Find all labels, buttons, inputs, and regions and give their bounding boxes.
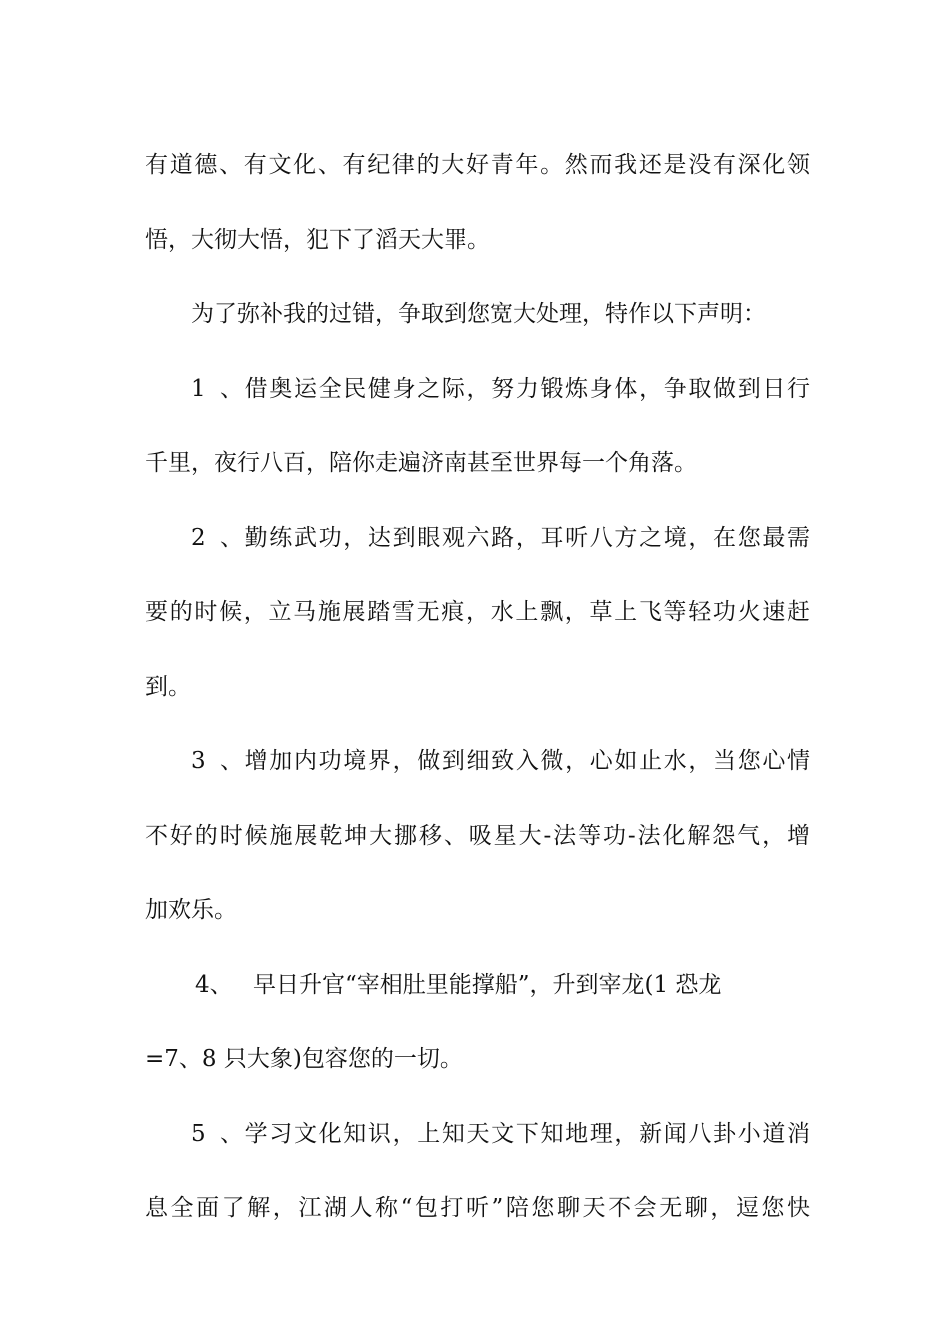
list-item-1	[145, 352, 810, 501]
paragraph-statement	[145, 277, 810, 352]
text-line: 加欢乐。	[145, 897, 237, 923]
item-number: 3、	[191, 748, 243, 774]
text-line: =7、8 只大象)包容您的一切。	[145, 1046, 463, 1072]
list-item-3	[145, 724, 810, 948]
text-line	[145, 948, 810, 1023]
text-line: 息全面了解，江湖人称“包打听”陪您聊天不会无聊，逗您快	[145, 1195, 810, 1221]
text-line: 要的时候，立马施展踏雪无痕，水上飘，草上飞等轻功火速赶	[145, 599, 810, 625]
item-number: 2、	[191, 524, 243, 551]
paragraph-intro	[145, 128, 810, 277]
item-number: 5、	[191, 1120, 243, 1147]
text-line: 不好的时候施展乾坤大挪移、吸星大-法等功-法化解怨气，增	[145, 822, 810, 849]
text-line: 到。	[145, 673, 191, 700]
text-line: 悟，大彻大悟，犯下了滔天大罪。	[145, 226, 490, 253]
item-text: 勤练武功，达到眼观六路，耳听八方之境，在您最需	[243, 524, 810, 551]
text-line	[145, 1097, 810, 1172]
text-line	[145, 352, 810, 427]
text-line: 为了弥补我的过错，争取到您宽大处理，特作以下声明：	[191, 301, 766, 327]
text-line	[145, 724, 810, 799]
item-text: 学习文化知识，上知天文下知地理，新闻八卦小道消	[243, 1120, 810, 1147]
item-text: 增加内功境界，做到细致入微，心如止水，当您心情	[243, 748, 810, 774]
item-text: 借奥运全民健身之际，努力锻炼身体，争取做到日行	[243, 375, 810, 402]
list-item-2	[145, 501, 810, 725]
item-number: 4、	[195, 971, 233, 998]
item-number: 1、	[191, 375, 243, 402]
document-body	[145, 128, 810, 1246]
text-line: 千里，夜行八百，陪你走遍济南甚至世界每一个角落。	[145, 450, 697, 476]
text-line	[145, 501, 810, 576]
item-text: 早日升官“宰相肚里能撑船”，升到宰龙(1 恐龙	[253, 971, 722, 998]
text-line: 有道德、有文化、有纪律的大好青年。然而我还是没有深化领	[145, 152, 810, 178]
list-item-5	[145, 1097, 810, 1246]
list-item-4	[145, 948, 810, 1097]
